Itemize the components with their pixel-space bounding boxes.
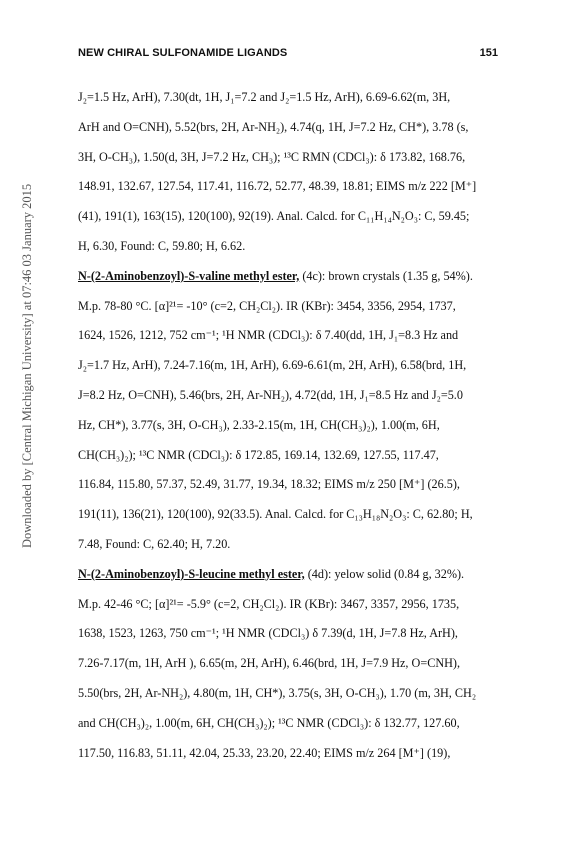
- text-line: 1638, 1523, 1263, 750 cm⁻¹; ¹H NMR (CDCl₃) δ 7.39(d, 1H, J=7.8 Hz, ArH),: [78, 626, 458, 641]
- text-line: 5.50(brs, 2H, Ar-NH₂), 4.80(m, 1H, CH*), 3.75(s, 3H, O-CH₃), 1.70 (m, 3H, CH₂: [78, 685, 477, 700]
- body-text: [78, 83, 500, 768]
- text-line: M.p. 42-46 °C; [α]²¹= -5.9° (c=2, CH₂Cl₂). IR (KBr): 3467, 3357, 2956, 1735,: [78, 596, 460, 611]
- text-line: 191(11), 136(21), 120(100), 92(33.5). Anal. Calcd. for C₁₃H₁₈N₂O₃: C, 62.80; H,: [78, 507, 473, 522]
- text-line: (41), 191(1), 163(15), 120(100), 92(19). Anal. Calcd. for C₁₁H₁₄N₂O₃: C, 59.45;: [78, 209, 470, 224]
- text-line: J₂=1.5 Hz, ArH), 7.30(dt, 1H, J₁=7.2 and J₂=1.5 Hz, ArH), 6.69-6.62(m, 3H,: [78, 90, 451, 104]
- text-line: 7.48, Found: C, 62.40; H, 7.20.: [78, 536, 231, 551]
- compound-4d-description: (4d): yelow solid (0.84 g, 32%).: [304, 566, 465, 581]
- compound-4c-description: (4c): brown crystals (1.35 g, 54%).: [299, 268, 473, 283]
- compound-4d-heading-line: [78, 560, 500, 590]
- text-line: ArH and O=CNH), 5.52(brs, 2H, Ar-NH₂), 4.74(q, 1H, J=7.2 Hz, CH*), 3.78 (s,: [78, 119, 469, 134]
- text-line: 3H, O-CH₃), 1.50(d, 3H, J=7.2 Hz, CH₃); ¹³C RMN (CDCl₃): δ 173.82, 168.76,: [78, 149, 466, 164]
- text-line: 1624, 1526, 1212, 752 cm⁻¹; ¹H NMR (CDCl₃): δ 7.40(dd, 1H, J₁=8.3 Hz and: [78, 328, 459, 343]
- compound-4c-name: N-(2-Aminobenzoyl)-S-valine methyl ester,: [78, 268, 300, 283]
- text-line: H, 6.30, Found: C, 59.80; H, 6.62.: [78, 238, 246, 253]
- text-line: J₂=1.7 Hz, ArH), 7.24-7.16(m, 1H, ArH), 6.69-6.61(m, 2H, ArH), 6.58(brd, 1H,: [78, 358, 467, 373]
- text-line: 7.26-7.17(m, 1H, ArH ), 6.65(m, 2H, ArH), 6.46(brd, 1H, J=7.9 Hz, O=CNH),: [78, 656, 461, 671]
- compound-4c-heading-line: [78, 262, 500, 292]
- text-line: 116.84, 115.80, 57.37, 52.49, 31.77, 19.34, 18.32; EIMS m/z 250 [M⁺] (26.5),: [78, 477, 460, 492]
- compound-4d-name: N-(2-Aminobenzoyl)-S-leucine methyl ester,: [78, 566, 305, 581]
- download-watermark: Downloaded by [Central Michigan University] at 07:46 03 January 2015: [20, 183, 34, 548]
- text-line: 117.50, 116.83, 51.11, 42.04, 25.33, 23.20, 22.40; EIMS m/z 264 [M⁺] (19),: [78, 745, 451, 760]
- text-line: Hz, CH*), 3.77(s, 3H, O-CH₃), 2.33-2.15(m, 1H, CH(CH₃)₂), 1.00(m, 6H,: [78, 417, 440, 432]
- text-line: 148.91, 132.67, 127.54, 117.41, 116.72, 52.77, 48.39, 18.81; EIMS m/z 222 [M⁺]: [78, 179, 477, 194]
- page-number: 151: [479, 47, 498, 59]
- text-line: M.p. 78-80 °C. [α]²¹= -10° (c=2, CH₂Cl₂). IR (KBr): 3454, 3356, 2954, 1737,: [78, 298, 456, 313]
- text-line: CH(CH₃)₂); ¹³C NMR (CDCl₃): δ 172.85, 169.14, 132.69, 127.55, 117.47,: [78, 447, 439, 462]
- running-header: [78, 47, 498, 63]
- header-title: NEW CHIRAL SULFONAMIDE LIGANDS: [78, 47, 288, 59]
- text-line: and CH(CH₃)₂, 1.00(m, 6H, CH(CH₃)₂); ¹³C NMR (CDCl₃): δ 132.77, 127.60,: [78, 715, 460, 730]
- text-line: J=8.2 Hz, O=CNH), 5.46(brs, 2H, Ar-NH₂), 4.72(dd, 1H, J₁=8.5 Hz and J₂=5.0: [78, 387, 463, 402]
